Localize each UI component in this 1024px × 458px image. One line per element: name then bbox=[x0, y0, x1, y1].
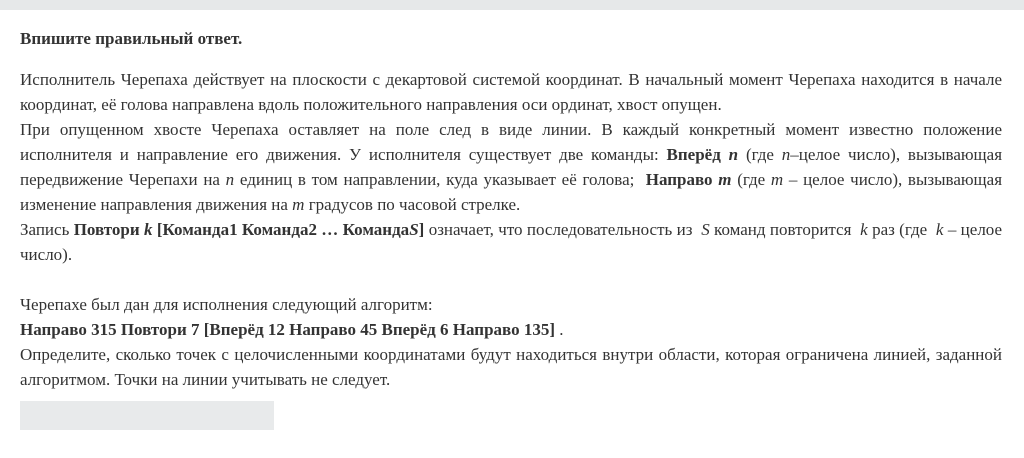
task-content bbox=[20, 26, 1002, 392]
variable-k: k bbox=[860, 220, 868, 239]
text-fragment: градусов по часовой стрелке. bbox=[304, 195, 521, 214]
paragraph-algorithm-intro: Черепахе был дан для исполнения следующий алгоритм: bbox=[20, 295, 433, 314]
algorithm-suffix: . bbox=[555, 320, 564, 339]
text-fragment: – целое число), вызывающая изменение направления движения на bbox=[20, 170, 1003, 214]
task-instruction: Впишите правильный ответ. bbox=[20, 29, 243, 48]
text-fragment: (где bbox=[731, 170, 771, 189]
answer-input[interactable] bbox=[20, 401, 274, 430]
algorithm-line bbox=[20, 317, 1002, 342]
variable-s: S bbox=[701, 220, 710, 239]
variable-m: m bbox=[718, 170, 732, 189]
text-fragment: Запись bbox=[20, 220, 74, 239]
command-forward: Вперёд bbox=[666, 145, 721, 164]
variable-m: m bbox=[770, 170, 784, 189]
paragraph-intro: Исполнитель Черепаха действует на плоскости с декартовой системой координат. В начальный момент Черепаха находится в начале координат, её голова направлена вдоль положительного направления оси ординат, хвост опущен. bbox=[20, 70, 1002, 114]
variable-k: k bbox=[935, 220, 944, 239]
variable-n: n bbox=[225, 170, 235, 189]
text-fragment: – целое число). bbox=[20, 220, 1003, 264]
paragraph-commands bbox=[20, 117, 1002, 217]
command-repeat: Повтори bbox=[73, 220, 140, 239]
top-bar bbox=[0, 0, 1024, 10]
command-list: [Команда1 Команда2 … Команда bbox=[156, 220, 410, 239]
variable-m: m bbox=[292, 195, 305, 214]
text-fragment: (где bbox=[738, 145, 782, 164]
paragraph-question: Определите, сколько точек с целочисленными координатами будут находиться внутри области, которая ограничена линией, заданной алгоритмом. Точки на линии учитывать не следует. bbox=[20, 345, 1002, 389]
algorithm-code: Направо 315 Повтори 7 [Вперёд 12 Направо 45 Вперёд 6 Направо 135] bbox=[20, 320, 556, 339]
text-fragment: При опущенном хвосте Черепаха оставляет на поле след в виде линии. В каждый конкретный момент известно положение исполнителя и направление его движения. У исполнителя существует две команды: bbox=[20, 120, 1002, 164]
variable-k: k bbox=[144, 220, 153, 239]
variable-n: n bbox=[728, 145, 739, 164]
text-fragment: раз (где bbox=[867, 220, 932, 239]
paragraph-repeat bbox=[20, 217, 1002, 267]
variable-n: n bbox=[781, 145, 791, 164]
text-fragment: означает, что последовательность из bbox=[424, 220, 697, 239]
text-fragment: команд повторится bbox=[709, 220, 856, 239]
command-list-close: ] bbox=[418, 220, 425, 239]
text-fragment: единиц в том направлении, куда указывает её голова; bbox=[234, 170, 641, 189]
variable-s: S bbox=[409, 220, 419, 239]
text-fragment: –целое число), вызывающая передвижение Черепахи на bbox=[20, 145, 1003, 189]
command-right: Направо bbox=[645, 170, 713, 189]
